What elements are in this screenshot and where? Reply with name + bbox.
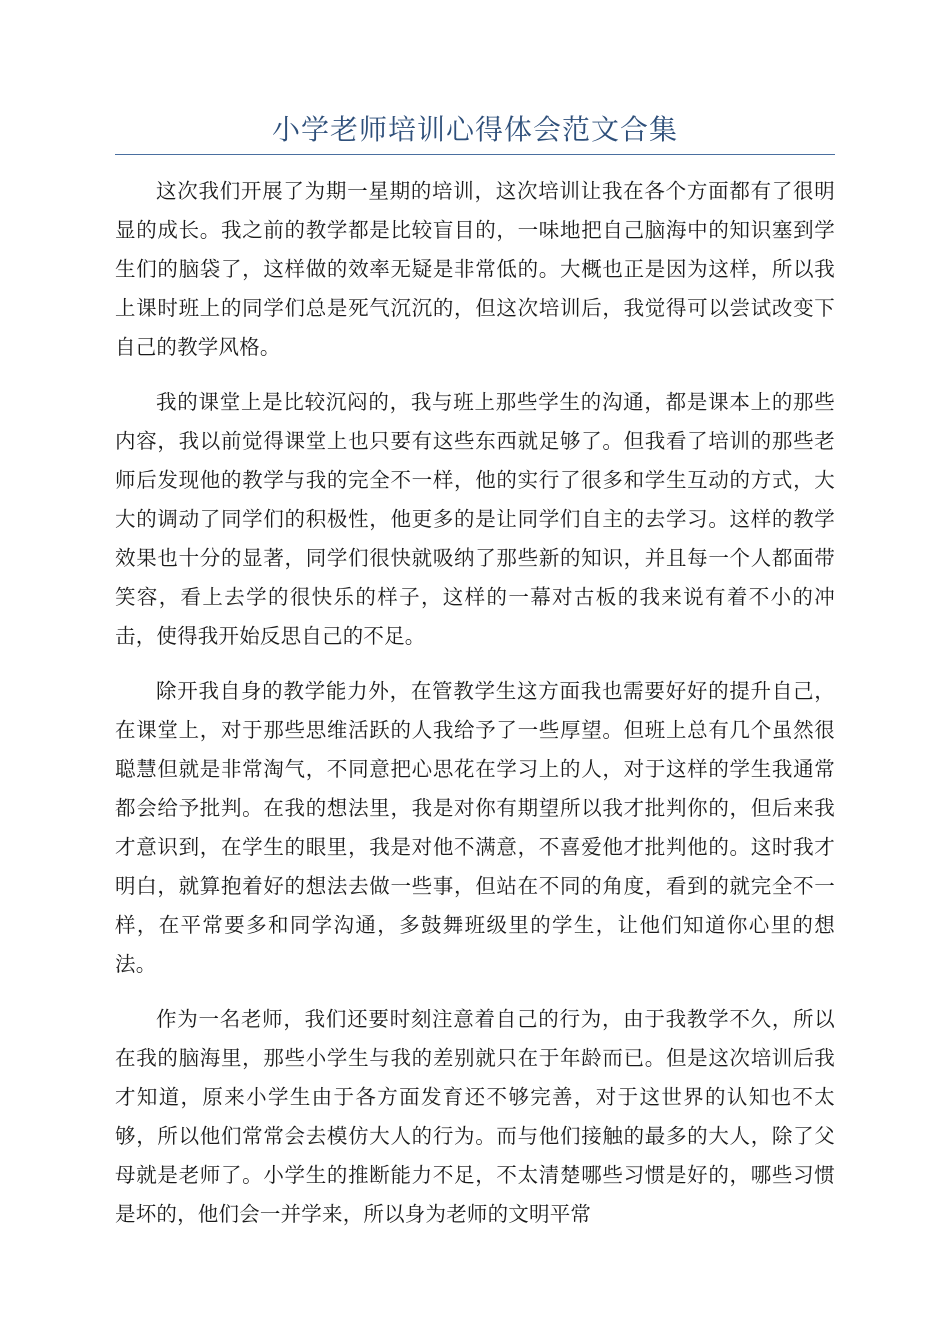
body-paragraph: 作为一名老师，我们还要时刻注意着自己的行为，由于我教学不久，所以在我的脑海里，那些小学生与我的差别就只在于年龄而已。但是这次培训后我才知道，原来小学生由于各方面发育还不够完善，对于这世界的认知也不太够，所以他们常常会去模仿大人的行为。而与他们接触的最多的大人，除了父母就是老师了。小学生的推断能力不足，不太清楚哪些习惯是好的，哪些习惯是坏的，他们会一并学来，所以身为老师的文明平常 [115,1007,835,1226]
body-paragraph: 我的课堂上是比较沉闷的，我与班上那些学生的沟通，都是课本上的那些内容，我以前觉得课堂上也只要有这些东西就足够了。但我看了培训的那些老师后发现他的教学与我的完全不一样，他的实行了很多和学生互动的方式，大大的调动了同学们的积极性，他更多的是让同学们自主的去学习。这样的教学效果也十分的显著，同学们很快就吸纳了那些新的知识，并且每一个人都面带笑容，看上去学的很快乐的样子，这样的一幕对古板的我来说有着不小的冲击，使得我开始反思自己的不足。 [115,390,835,648]
document-body [115,172,835,1250]
title-underline [115,154,835,155]
document-title: 小学老师培训心得体会范文合集 [271,113,678,146]
body-paragraph: 这次我们开展了为期一星期的培训，这次培训让我在各个方面都有了很明显的成长。我之前的教学都是比较盲目的，一味地把自己脑海中的知识塞到学生们的脑袋了，这样做的效率无疑是非常低的。大概也正是因为这样，所以我上课时班上的同学们总是死气沉沉的，但这次培训后，我觉得可以尝试改变下自己的教学风格。 [115,179,835,359]
body-paragraph: 除开我自身的教学能力外，在管教学生这方面我也需要好好的提升自己，在课堂上，对于那些思维活跃的人我给予了一些厚望。但班上总有几个虽然很聪慧但就是非常淘气，不同意把心思花在学习上的人，对于这样的学生我通常都会给予批判。在我的想法里，我是对你有期望所以我才批判你的，但后来我才意识到，在学生的眼里，我是对他不满意，不喜爱他才批判他的。这时我才明白，就算抱着好的想法去做一些事，但站在不同的角度，看到的就完全不一样，在平常要多和同学沟通，多鼓舞班级里的学生，让他们知道你心里的想法。 [115,679,835,976]
